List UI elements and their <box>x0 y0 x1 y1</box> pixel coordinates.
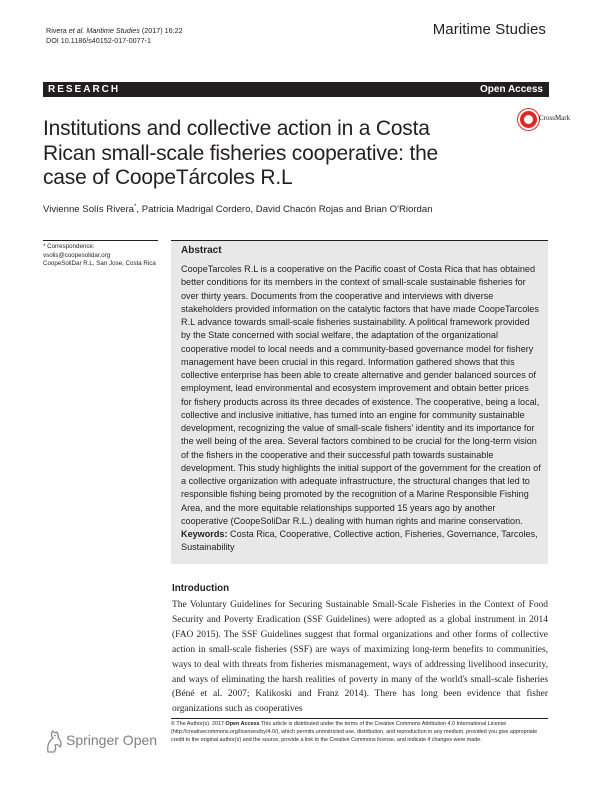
abstract-box <box>171 240 548 564</box>
publisher-wordmark: Springer Open <box>66 732 158 748</box>
corresponding-mark: * <box>134 204 137 210</box>
author-others: , Patricia Madrigal Cordero, David Chacón Rojas and Brian O'Riordan <box>136 204 433 216</box>
doi[interactable]: DOI 10.1186/s40152-017-0077-1 <box>46 36 151 45</box>
title-line-1: Institutions and collective action in a Costa <box>43 117 430 140</box>
springer-open-logo <box>44 728 164 756</box>
article-type-bar <box>43 82 549 97</box>
citation-journal: Maritime Studies <box>86 26 140 35</box>
article-title <box>43 117 493 191</box>
crossmark-badge[interactable] <box>518 109 580 131</box>
author-list <box>43 204 433 215</box>
correspondence-label: * Correspondence: <box>43 243 95 250</box>
journal-name: Maritime Studies <box>432 21 546 38</box>
keywords <box>181 528 541 555</box>
springer-horse-icon <box>44 728 64 754</box>
abstract-heading: Abstract <box>181 245 222 256</box>
correspondence-divider <box>43 240 158 241</box>
open-access-label: Open Access <box>480 84 543 95</box>
title-line-3: case of CoopeTárcoles R.L <box>43 166 293 189</box>
keywords-list: Costa Rica, Cooperative, Collective action, Fisheries, Governance, Tarcoles, Sustainability <box>181 529 538 553</box>
article-type-label: RESEARCH <box>48 84 121 95</box>
license-text: This article is distributed under the terms of the Creative Commons Attribution 4.0 International License (http://creativecommons.org/licenses/by/4.0/), which permits unrestricted use, distribution, and reproduction in any medium, provided you give appropriate credit to the original author(s) and the source, provide a link to the Creative Commons license, and indicate if changes were made. <box>171 721 538 743</box>
license-open-access: Open Access <box>225 721 260 727</box>
introduction-text: The Voluntary Guidelines for Securing Sustainable Small-Scale Fisheries in the Context of Food Security and Poverty Eradication (SSF Guidelines) were adopted as a global instrument in 2014 (FAO 2015). The SSF Guidelines suggest that formal organizations and other forms of collective action in small-scale fisheries (SSF) are ways of maximizing long-term benefits to communities, ways to deal with threats from fisheries mismanagement, ways of addressing livelihood insecurity, and ways of eliminating the harsh realities of poverty in many of the world's small-scale fisheries (Béné et al. 2007; Kalikoski and Franz 2014). There has long been evidence that fisher organizations such as cooperatives <box>172 600 548 715</box>
footer-divider <box>171 718 548 719</box>
journal-citation <box>46 26 183 36</box>
title-line-2: Rican small-scale fisheries cooperative: the <box>43 141 439 165</box>
citation-volume: (2017) 16:22 <box>139 26 183 35</box>
license-notice <box>171 721 548 744</box>
crossmark-label: CrossMark <box>539 114 571 122</box>
abstract-text: CoopeTarcoles R.L is a cooperative on the Pacific coast of Costa Rica that has obtained better conditions for its members in the context of small-scale sustainable fisheries for over thirty years. Documents from the cooperative and interviews with diverse stakeholders provided information on the catalytic factors that have made CoopeTarcoles R.L advance towards small-scale fisheries sustainability. A political framework provided by the State concerned with social welfare, the adaptation of the organizational cooperative model to local needs and a community-based governance model for fishery management have been crucial in this regard. Information gathered shows that this collective enterprise has been able to create alternative and gender balanced sources of employment, lead environmental and ecosystem improvement and obtain better prices for fishery products across its three decades of existence. The cooperative, being a local, collective and inclusive initiative, has turned into an engine for community sustainable development, recognizing the value of small-scale fishers' identity and its importance for the well being of the area. Several factors combined to be crucial for the long-term vision of the fishers in the cooperative and their successful path towards sustainable development. This study highlights the initial support of the government for the creation of a collective organization with adequate infrastructure, the structural changes that led to responsible fishing being promoted by the recognition of a Marine Responsible Fishing Area, and the more equitable relationships supported 15 years ago by another cooperative (CoopeSoliDar R.L.) dealing with human rights and marine conservation. <box>181 264 541 526</box>
keywords-label: Keywords: <box>181 529 228 539</box>
correspondence-block <box>43 243 161 269</box>
author-corresponding[interactable]: Vivienne Solís Rivera <box>43 204 135 216</box>
crossmark-icon <box>518 109 539 130</box>
citation-author: Rivera <box>46 26 67 35</box>
citation-etal: et al. <box>66 26 87 35</box>
correspondence-email[interactable]: vsolis@coopesolidar.org <box>43 251 111 259</box>
license-copyright: © The Author(s). 2017 <box>171 721 226 727</box>
correspondence-affiliation: CoopeSoliDar R.L, San Jose, Costa Rica <box>43 260 156 268</box>
introduction-heading: Introduction <box>172 583 230 594</box>
